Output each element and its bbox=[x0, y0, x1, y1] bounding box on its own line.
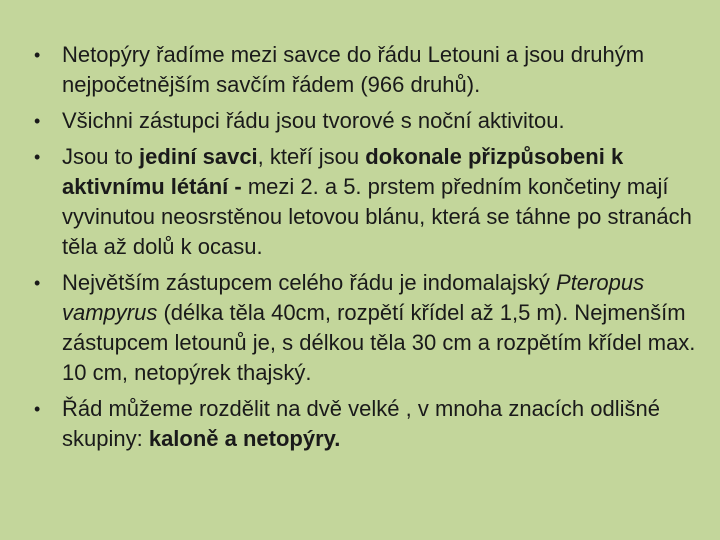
bullet-dot-icon: • bbox=[34, 111, 41, 131]
bullet-item bbox=[34, 106, 704, 136]
bullet-text-run: Řád můžeme rozdělit na dvě velké , v mnoha znacích odlišné skupiny: bbox=[62, 396, 660, 451]
bullet-item bbox=[34, 268, 704, 388]
bullet-text bbox=[62, 108, 565, 133]
bullet-text bbox=[62, 396, 660, 451]
bullet-text-run: Jsou to bbox=[62, 144, 140, 169]
bullet-text bbox=[62, 144, 692, 259]
bullet-text-bold: jediní savci bbox=[139, 144, 258, 169]
bullet-item bbox=[34, 394, 704, 454]
bullet-text bbox=[62, 42, 644, 97]
bullet-text-run: Netopýry řadíme mezi savce do řádu Letouni a jsou druhým nejpočetnějším savčím řádem (966 druhů). bbox=[62, 42, 645, 97]
bullet-text-run: , kteří jsou bbox=[257, 144, 366, 169]
bullet-list bbox=[34, 40, 704, 460]
bullet-text-bold: kaloně a netopýry. bbox=[148, 426, 341, 451]
bullet-text-italic: Pteropus vampyrus bbox=[62, 270, 645, 325]
bullet-text-run: Největším zástupcem celého řádu je indomalajský bbox=[62, 270, 557, 295]
bullet-dot-icon: • bbox=[34, 399, 41, 419]
bullet-text-run: Všichni zástupci řádu jsou tvorové s noční aktivitou. bbox=[62, 108, 565, 133]
bullet-item bbox=[34, 142, 704, 262]
bullet-text-bold: dokonale přizpůsobeni k aktivnímu létání - bbox=[62, 144, 624, 199]
bullet-dot-icon: • bbox=[34, 273, 41, 293]
bullet-item bbox=[34, 40, 704, 100]
bullet-text-run: (délka těla 40cm, rozpětí křídel až 1,5 m). Nejmenším zástupcem letounů je, s délkou těla 30 cm a rozpětím křídel max. 10 cm, netopýrek thajský. bbox=[62, 300, 696, 385]
bullet-dot-icon: • bbox=[34, 45, 41, 65]
bullet-text-run: mezi 2. a 5. prstem předním končetiny mají vyvinutou neosrstěnou letovou blánu, která se táhne po stranách těla až dolů k ocasu. bbox=[62, 174, 692, 259]
bullet-text bbox=[62, 270, 695, 385]
bullet-dot-icon: • bbox=[34, 147, 41, 167]
